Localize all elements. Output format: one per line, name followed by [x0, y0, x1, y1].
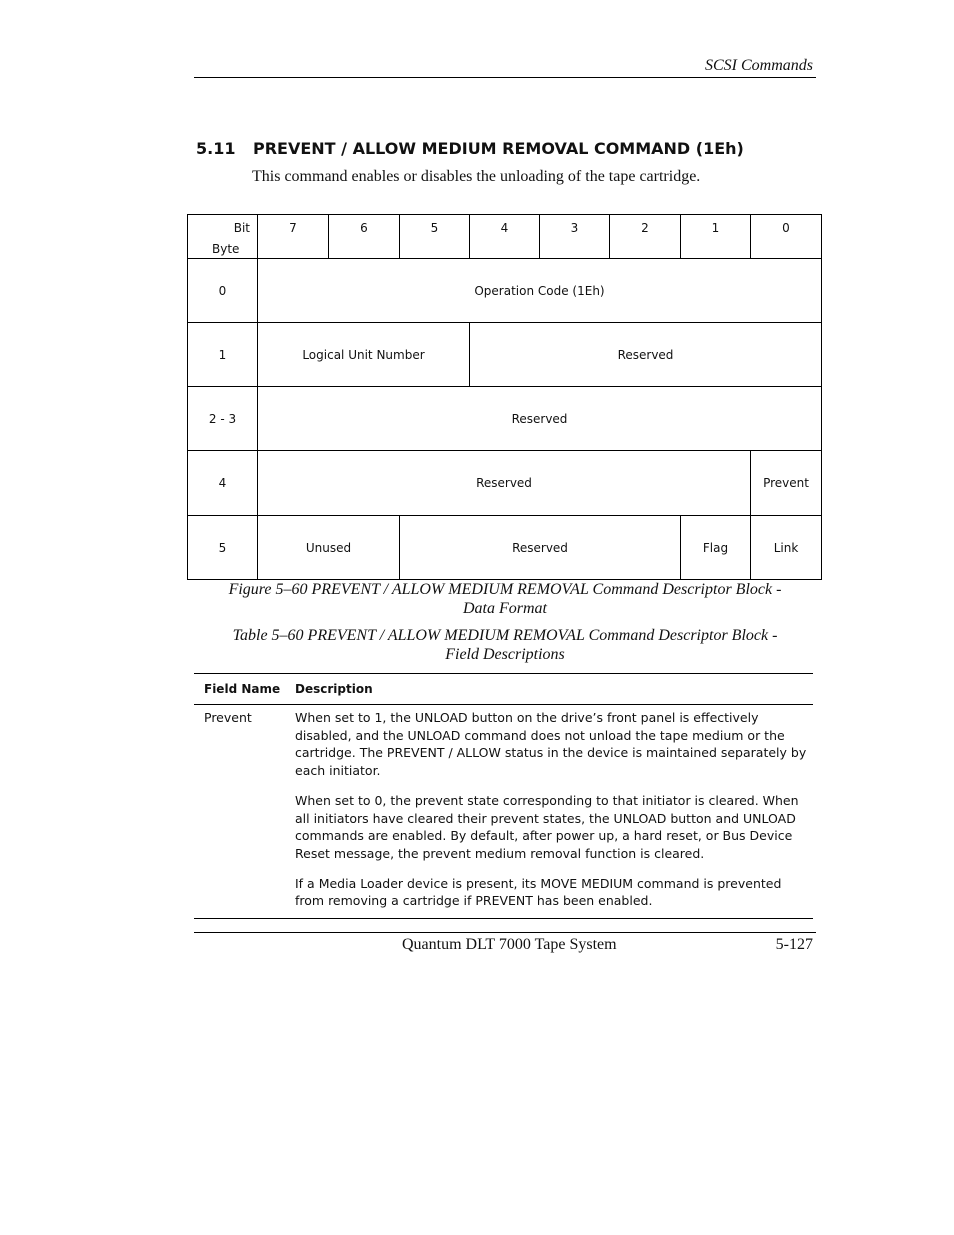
figure-caption-line: Data Format	[463, 600, 547, 617]
page-number: 5-127	[775, 936, 813, 953]
bit-4: 4	[470, 215, 540, 259]
byte-number: 1	[188, 323, 258, 387]
section-number: 5.11	[196, 139, 236, 158]
field-prevent: Prevent	[751, 451, 822, 516]
bit-3: 3	[540, 215, 610, 259]
cdb-bit-row	[188, 215, 822, 259]
byte-number: 2 - 3	[188, 387, 258, 451]
cdb-byte-row	[188, 387, 822, 451]
bit-1: 1	[681, 215, 751, 259]
table-caption	[194, 626, 816, 664]
bit-label: Bit	[233, 221, 250, 235]
field-link: Link	[751, 516, 822, 580]
cdb-byte-row	[188, 516, 822, 580]
field-description-table	[194, 673, 813, 919]
cdb-byte-row	[188, 323, 822, 387]
intro-paragraph: This command enables or disables the unloading of the tape cartridge.	[252, 168, 701, 185]
table-row	[194, 705, 813, 919]
description-paragraph: If a Media Loader device is present, its MOVE MEDIUM command is prevented from removing a cartridge if PREVENT has been enabled.	[295, 875, 782, 909]
running-header	[194, 55, 816, 78]
section-title: PREVENT / ALLOW MEDIUM REMOVAL COMMAND (1Eh)	[253, 139, 744, 158]
section-heading	[196, 139, 744, 158]
description-cell	[285, 705, 813, 919]
field-reserved: Reserved	[470, 323, 822, 387]
field-table-header-row	[194, 674, 813, 705]
bit-0: 0	[751, 215, 822, 259]
bit-7: 7	[258, 215, 329, 259]
table-caption-line: Field Descriptions	[445, 646, 565, 663]
field-unused: Unused	[258, 516, 400, 580]
byte-number: 0	[188, 259, 258, 323]
field-name-cell: Prevent	[194, 705, 285, 919]
byte-label: Byte	[212, 242, 240, 256]
description-paragraph: When set to 0, the prevent state corresponding to that initiator is cleared. When all initiators have cleared their prevent states, the UNLOAD button and UNLOAD commands are enabled. By default, after power up, a hard reset, or Bus Device Reset message, the prevent medium removal function is cleared.	[295, 792, 799, 861]
cdb-byte-row	[188, 451, 822, 516]
description-header: Description	[285, 674, 813, 705]
field-logical-unit-number: Logical Unit Number	[258, 323, 470, 387]
field-reserved: Reserved	[258, 451, 751, 516]
description-paragraph: When set to 1, the UNLOAD button on the drive’s front panel is effectively disabled, and the UNLOAD command does not unload the tape medium or the cartridge. The PREVENT / ALLOW status in the device is maintained separately by each initiator.	[295, 710, 807, 779]
running-header-title: SCSI Commands	[704, 57, 813, 74]
figure-caption	[194, 580, 816, 618]
bit-byte-header	[188, 215, 258, 259]
byte-number: 4	[188, 451, 258, 516]
cdb-table	[187, 214, 822, 580]
figure-caption-line: Figure 5–60 PREVENT / ALLOW MEDIUM REMOVAL Command Descriptor Block -	[228, 581, 782, 598]
byte-number: 5	[188, 516, 258, 580]
footer-title: Quantum DLT 7000 Tape System	[402, 936, 617, 953]
field-flag: Flag	[681, 516, 751, 580]
bit-2: 2	[610, 215, 681, 259]
bit-5: 5	[400, 215, 470, 259]
field-reserved: Reserved	[258, 387, 822, 451]
field-operation-code: Operation Code (1Eh)	[258, 259, 822, 323]
field-reserved: Reserved	[400, 516, 681, 580]
field-name-header: Field Name	[194, 674, 285, 705]
table-caption-line: Table 5–60 PREVENT / ALLOW MEDIUM REMOVAL Command Descriptor Block -	[232, 627, 778, 644]
running-footer	[194, 932, 816, 955]
cdb-byte-row	[188, 259, 822, 323]
bit-6: 6	[329, 215, 400, 259]
